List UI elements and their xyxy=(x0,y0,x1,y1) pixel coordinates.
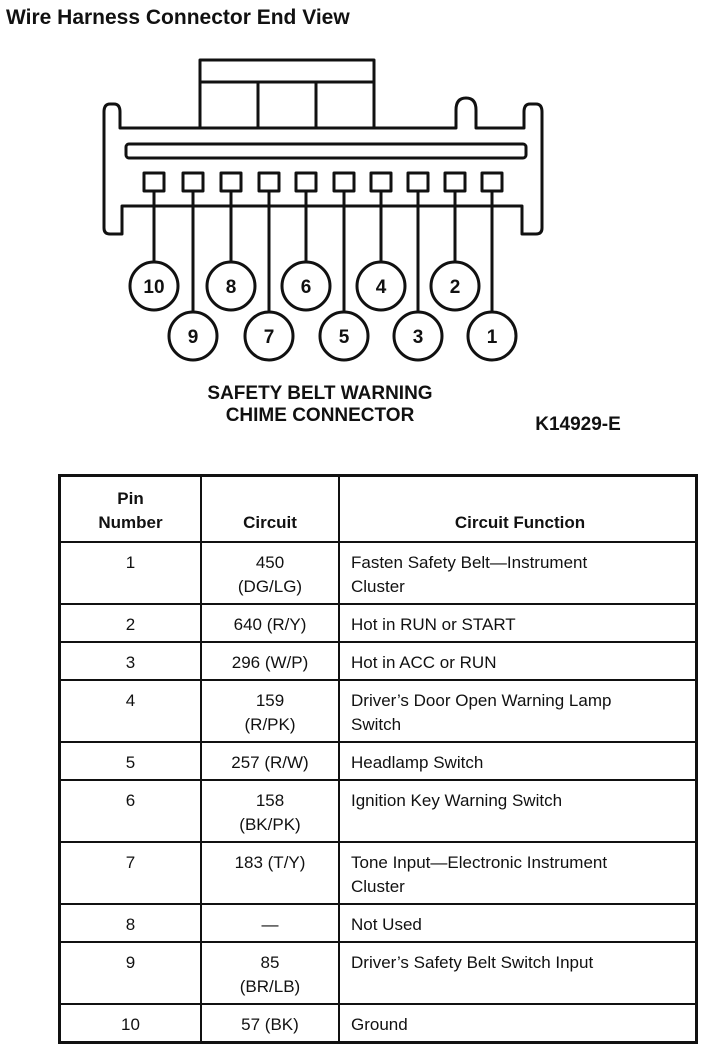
pin-callout-5 xyxy=(320,312,368,360)
cell-function xyxy=(339,942,697,1004)
figure-reference: K14929-E xyxy=(535,414,621,435)
function-line1: Hot in ACC or RUN xyxy=(351,653,497,672)
cell-pin: 8 xyxy=(60,904,202,942)
cell-function xyxy=(339,642,697,680)
cell-circuit xyxy=(201,904,339,942)
circuit-line1: 57 (BK) xyxy=(241,1015,299,1034)
cell-circuit xyxy=(201,604,339,642)
function-line1: Ignition Key Warning Switch xyxy=(351,791,563,810)
pin-label-7: 7 xyxy=(263,327,275,348)
pin-callouts-top xyxy=(130,262,479,310)
pin-callout-2 xyxy=(431,262,479,310)
header-pin-line1: Pin xyxy=(117,489,144,508)
function-line1: Ground xyxy=(351,1015,408,1034)
table-row xyxy=(60,642,697,680)
cell-pin: 6 xyxy=(60,780,202,842)
table-row xyxy=(60,780,697,842)
circuit-line2: (DG/LG) xyxy=(237,577,303,596)
table-row xyxy=(60,942,697,1004)
header-circuit-function: Circuit Function xyxy=(339,476,697,543)
pin-callouts-bottom xyxy=(169,312,516,360)
connector-caption-line1: SAFETY BELT WARNING xyxy=(207,383,433,404)
circuit-line1: 296 (W/P) xyxy=(231,653,309,672)
pin-label-5: 5 xyxy=(338,327,350,348)
cell-circuit xyxy=(201,780,339,842)
header-pin-number xyxy=(60,476,202,543)
pin-circuit-table xyxy=(58,474,698,1044)
cell-circuit xyxy=(201,542,339,604)
table-row xyxy=(60,904,697,942)
pin-label-4: 4 xyxy=(375,277,387,298)
function-line1: Not Used xyxy=(351,915,422,934)
circuit-line1: 640 (R/Y) xyxy=(233,615,307,634)
cell-circuit xyxy=(201,742,339,780)
cell-pin: 5 xyxy=(60,742,202,780)
pin-label-3: 3 xyxy=(412,327,424,348)
cell-circuit xyxy=(201,642,339,680)
pin-label-10: 10 xyxy=(143,277,165,298)
function-line1: Fasten Safety Belt—Instrument xyxy=(351,553,588,572)
cell-pin: 2 xyxy=(60,604,202,642)
table-row xyxy=(60,1004,697,1043)
cell-pin: 1 xyxy=(60,542,202,604)
function-line1: Driver’s Door Open Warning Lamp xyxy=(351,691,612,710)
cell-pin: 9 xyxy=(60,942,202,1004)
pin-callout-9 xyxy=(169,312,217,360)
pin-label-6: 6 xyxy=(300,277,312,298)
cell-circuit xyxy=(201,842,339,904)
circuit-line1: 158 xyxy=(255,791,285,810)
cell-function xyxy=(339,1004,697,1043)
pin-label-2: 2 xyxy=(449,277,461,298)
cell-function xyxy=(339,542,697,604)
pin-callout-3 xyxy=(394,312,442,360)
cell-circuit xyxy=(201,942,339,1004)
cell-function xyxy=(339,604,697,642)
connector-body xyxy=(104,60,542,234)
connector-caption-line2: CHIME CONNECTOR xyxy=(225,405,415,426)
table-row xyxy=(60,742,697,780)
circuit-line2: (BK/PK) xyxy=(239,815,301,834)
pin-label-8: 8 xyxy=(225,277,237,298)
cell-function xyxy=(339,842,697,904)
function-line1: Tone Input—Electronic Instrument xyxy=(351,853,608,872)
connector-diagram xyxy=(0,0,720,470)
cell-function xyxy=(339,742,697,780)
function-line1: Hot in RUN or START xyxy=(351,615,516,634)
cell-function xyxy=(339,680,697,742)
pin-label-9: 9 xyxy=(187,327,199,348)
pin-label-1: 1 xyxy=(486,327,498,348)
circuit-line2: (R/PK) xyxy=(244,715,296,734)
function-line2: Switch xyxy=(351,715,402,734)
pin-callout-8 xyxy=(207,262,255,310)
circuit-line1: 85 xyxy=(260,953,280,972)
cell-pin: 4 xyxy=(60,680,202,742)
pin-callout-6 xyxy=(282,262,330,310)
diagram-title: Wire Harness Connector End View xyxy=(6,6,350,29)
cell-circuit xyxy=(201,1004,339,1043)
table-row xyxy=(60,680,697,742)
cell-pin: 10 xyxy=(60,1004,202,1043)
pin-callout-10 xyxy=(130,262,178,310)
header-circuit: Circuit xyxy=(201,476,339,543)
circuit-line1: 450 xyxy=(255,553,285,572)
cell-pin: 3 xyxy=(60,642,202,680)
cell-pin: 7 xyxy=(60,842,202,904)
cell-function xyxy=(339,904,697,942)
pin-callout-4 xyxy=(357,262,405,310)
circuit-line2: (BR/LB) xyxy=(239,977,301,996)
cell-function xyxy=(339,780,697,842)
table-header-row xyxy=(60,476,697,543)
circuit-line1: 159 xyxy=(255,691,285,710)
table-row xyxy=(60,542,697,604)
function-line2: Cluster xyxy=(351,577,405,596)
circuit-line1: 183 (T/Y) xyxy=(234,853,306,872)
table-row xyxy=(60,842,697,904)
pin-callout-7 xyxy=(245,312,293,360)
circuit-line1: 257 (R/W) xyxy=(231,753,309,772)
function-line1: Driver’s Safety Belt Switch Input xyxy=(351,953,594,972)
pin-callout-1 xyxy=(468,312,516,360)
circuit-line1: — xyxy=(261,915,279,934)
table-row xyxy=(60,604,697,642)
cell-circuit xyxy=(201,680,339,742)
function-line2: Cluster xyxy=(351,877,405,896)
header-pin-line2: Number xyxy=(98,513,163,532)
function-line1: Headlamp Switch xyxy=(351,753,484,772)
